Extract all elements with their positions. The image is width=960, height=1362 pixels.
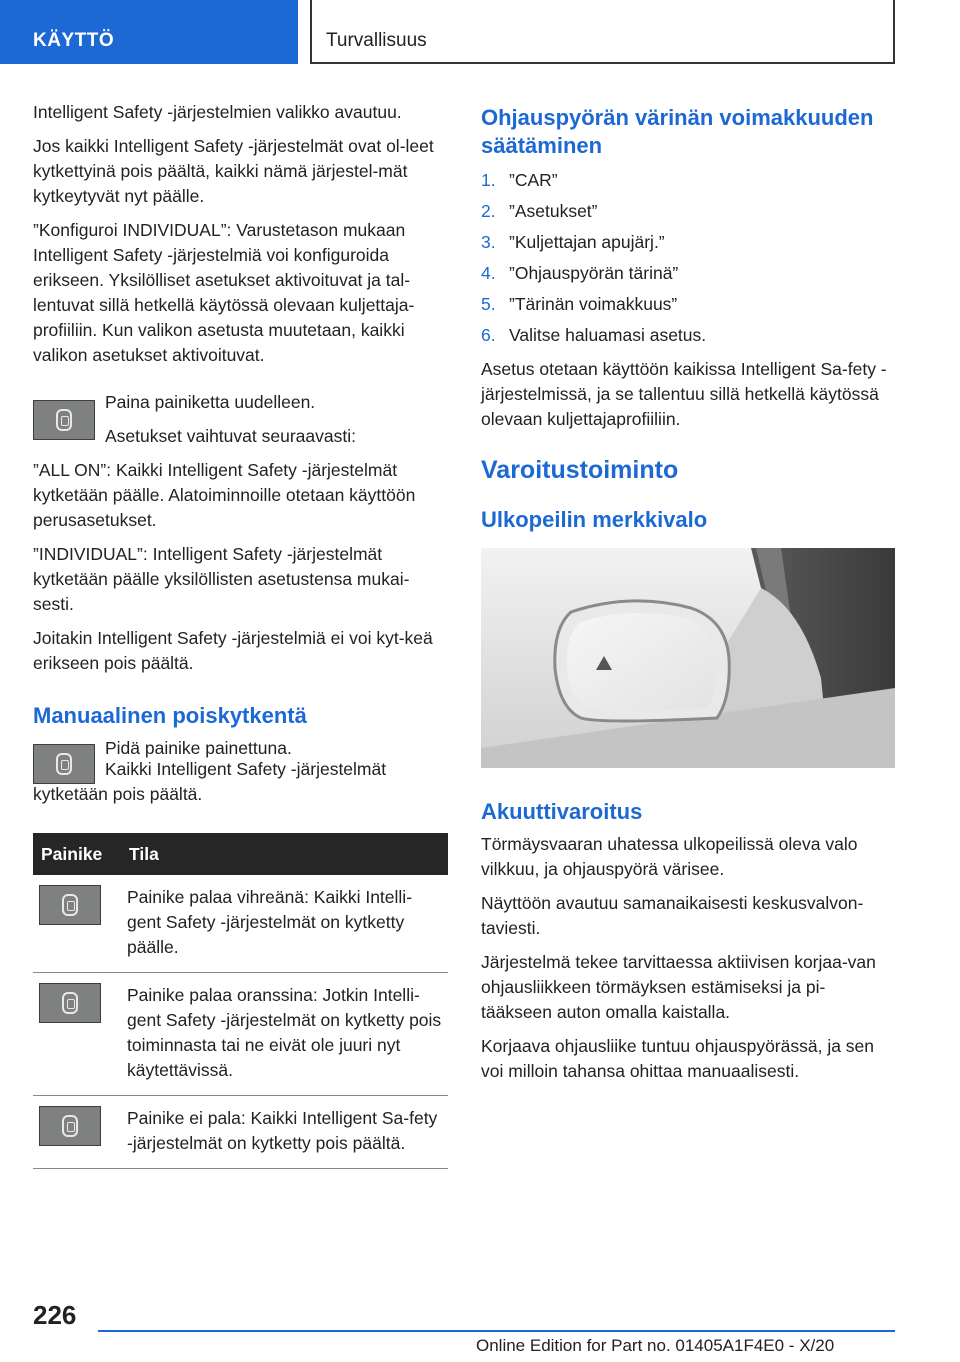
paragraph: Jos kaikki Intelligent Safety -järjestelmät ovat ol-leet kytkettyinä pois päältä, kaikki nämä järjestel-mät kytkeytyvät nyt päälle.	[33, 136, 434, 206]
table-header-state: Tila	[121, 833, 448, 875]
paragraph: Näyttöön avautuu samanaikaisesti keskusvalvon-taviesti.	[481, 893, 864, 938]
list-item: 1. ”CAR”	[481, 170, 558, 190]
paragraph: Pidä painike painettuna.	[105, 738, 292, 758]
paragraph: Paina painiketta uudelleen.	[105, 392, 316, 412]
paragraph: Asetus otetaan käyttöön kaikissa Intelligent Sa-fety -järjestelmissä, ja se tallentuu sillä hetkellä käytössä olevaan kuljettajaprofiiliin.	[481, 359, 887, 429]
table-cell-state: Painike palaa oranssina: Jotkin Intelli-gent Safety -järjestelmät on kytketty pois toiminnasta tai ne eivät ole juuri nyt käytettävissä.	[121, 973, 448, 1096]
paragraph: ”Konfiguroi INDIVIDUAL”: Varustetason mukaan Intelligent Safety -järjestelmiä voi konfiguroida erikseen. Yksilölliset asetukset aktivoituvat ja tal-lentuvat sillä hetkellä käytössä olevaan kuljettaja-profiiliin. Kun valikon asetusta muutetaan, kaikki valikon asetukset aktivoituvat.	[33, 220, 415, 365]
paragraph: ”ALL ON”: Kaikki Intelligent Safety -järjestelmät kytketään päälle. Alatoiminnoille otetaan käyttöön perusasetukset.	[33, 460, 416, 530]
section-heading-warning: Varoitustoiminto	[481, 456, 679, 484]
table-row	[33, 1096, 448, 1169]
list-item: 2. ”Asetukset”	[481, 201, 598, 221]
table-cell-state: Painike palaa vihreänä: Kaikki Intelli-gent Safety -järjestelmät on kytketty päälle.	[121, 875, 448, 973]
edition-note: Online Edition for Part no. 01405A1F4E0 - X/20	[476, 1336, 835, 1355]
table-header-button: Painike	[33, 833, 121, 875]
section-heading-manual-off: Manuaalinen poiskytkentä	[33, 703, 307, 728]
instruction-press-again	[33, 390, 448, 458]
intelligent-safety-button-icon	[33, 400, 95, 440]
footer-rule	[98, 1330, 895, 1332]
paragraph: Asetukset vaihtuvat seuraavasti:	[105, 426, 356, 446]
table-cell-state: Painike ei pala: Kaikki Intelligent Sa-fety -järjestelmät on kytketty pois päältä.	[121, 1096, 448, 1169]
table-row	[33, 973, 448, 1096]
table-row	[33, 875, 448, 973]
page-number: 226	[33, 1300, 77, 1330]
paragraph: Joitakin Intelligent Safety -järjestelmiä ei voi kyt-keä erikseen pois päältä.	[33, 628, 433, 673]
header-section-tab	[0, 0, 298, 64]
section-heading-vibration: Ohjauspyörän värinän voimakkuuden säätäminen	[481, 105, 874, 158]
mirror-photo	[481, 548, 895, 768]
paragraph: ”INDIVIDUAL”: Intelligent Safety -järjestelmät kytketään päälle yksilöllisten asetustensa mukai-sesti.	[33, 544, 410, 614]
right-column	[481, 100, 895, 1093]
section-heading-mirror-light: Ulkopeilin merkkivalo	[481, 507, 708, 532]
mirror-warning-triangle-icon	[481, 548, 895, 768]
header-section-label: KÄYTTÖ	[33, 30, 115, 51]
header-title-box	[310, 0, 895, 64]
intelligent-safety-button-icon	[39, 983, 101, 1023]
intelligent-safety-button-icon	[33, 744, 95, 784]
paragraph: Korjaava ohjausliike tuntuu ohjauspyörässä, ja sen voi milloin tahansa ohittaa manuaalisesti.	[481, 1036, 875, 1081]
steps-list	[481, 168, 895, 348]
list-item: 5. ”Tärinän voimakkuus”	[481, 294, 678, 314]
paragraph: Törmäysvaaran uhatessa ulkopeilissä oleva valo vilkkuu, ja ohjauspyörä värisee.	[481, 834, 858, 879]
intelligent-safety-button-icon	[39, 1106, 101, 1146]
list-item: 6. Valitse haluamasi asetus.	[481, 325, 707, 345]
paragraph: Intelligent Safety -järjestelmien valikko avautuu.	[33, 102, 402, 122]
header-title: Turvallisuus	[326, 30, 427, 51]
left-column	[33, 100, 448, 1169]
list-item: 4. ”Ohjauspyörän tärinä”	[481, 263, 679, 283]
paragraph: Kaikki Intelligent Safety -järjestelmät kytketään pois päältä.	[33, 759, 387, 804]
table-header-row	[33, 833, 448, 875]
button-state-table	[33, 833, 448, 1169]
list-item: 3. ”Kuljettajan apujärj.”	[481, 232, 665, 252]
intelligent-safety-button-icon	[39, 885, 101, 925]
section-heading-acute-warning: Akuuttivaroitus	[481, 799, 643, 824]
paragraph: Järjestelmä tekee tarvittaessa aktiivisen korjaa-van ohjausliikkeen törmäyksen estämiseksi ja pi-tääkseen auton omalla kaistalla.	[481, 952, 876, 1022]
